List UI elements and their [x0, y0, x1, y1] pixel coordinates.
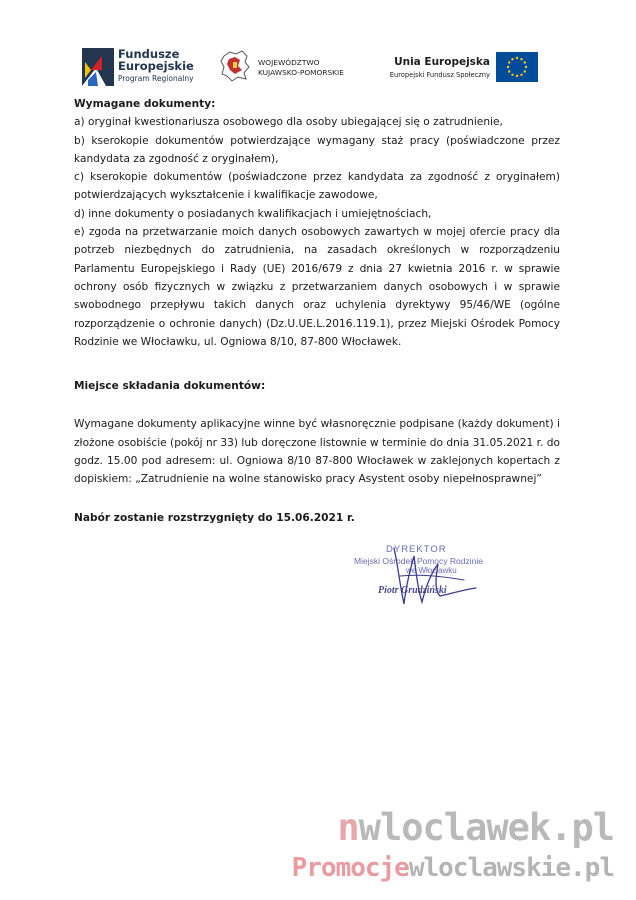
- eu-star-icon: [511, 58, 513, 60]
- eu-flag-icon: [496, 52, 538, 82]
- handwritten-signature-icon: [380, 546, 490, 608]
- eu-star-icon: [508, 70, 510, 72]
- document-item-b: b) kserokopie dokumentów potwierdzające wymagany staż pracy (poświadczone przez kandydata za zgodność z oryginałem),: [74, 134, 560, 165]
- eu-star-icon: [524, 61, 526, 63]
- eu-star-icon: [516, 57, 518, 59]
- eu-star-icon: [520, 58, 522, 60]
- stamp-title: DYREKTOR: [386, 544, 447, 555]
- fe-line3: Program Regionalny: [118, 74, 194, 83]
- eu-star-icon: [524, 70, 526, 72]
- submission-text: Wymagane dokumenty aplikacyjne winne być własnoręcznie podpisane (każdy dokument) i złożone osobiście (pokój nr 33) lub doręczone listownie w terminie do dnia 31.05.2021 r. do godz. 15.00 pod adresem: ul. Ogniowa 8/10 87-800 Włocławek w zaklejonych kopertach z dopiskiem: „Zatrudnienie na wolne stanowisko pracy Asystent osoby niepełnosprawnej”: [74, 418, 560, 486]
- fundusze-europejskie-logo: [82, 46, 202, 92]
- kp-line1: WOJEWÓDZTWO: [258, 58, 320, 67]
- watermark-promocjewloclawskie: Promocjewloclawskie.pl: [291, 853, 614, 883]
- stamp-director-name: Piotr Grudziński: [378, 585, 447, 596]
- document-item-e: e) zgoda na przetwarzanie moich danych osobowych zawartych w mojej ofercie pracy dla potrzeb niezbędnych do zatrudnienia, na zasadach określonych w rozporządzeniu Parlamentu Europejskiego i Rady (UE) 2016/679 z dnia 27 kwietnia 2016 r. w sprawie ochrony osób fizycznych w związku z przetwarzaniem danych osobowych i w sprawie swobodnego przepływu takich danych oraz uchylenia dyrektywy 95/46/WE (ogólne rozporządzenie o ochronie danych) (Dz.U.UE.L.2016.119.1), przez Miejski Ośrodek Pomocy Rodzinie we Włocławku, ul. Ogniowa 8/10, 87-800 Włocławek.: [74, 226, 560, 348]
- header-logos: [0, 40, 636, 96]
- resolution-date: Nabór zostanie rozstrzygnięty do 15.06.2021 r.: [74, 511, 355, 524]
- fe-line2: Europejskie: [118, 59, 194, 73]
- eu-star-icon: [507, 66, 509, 68]
- document-item-d: d) inne dokumenty o posiadanych kwalifikacjach i umiejętnościach,: [74, 207, 432, 220]
- unia-europejska-logo: [386, 50, 550, 90]
- stamp-organization: Miejski Ośrodek Pomocy Rodzinie: [354, 556, 483, 566]
- voivodeship-map-icon: [220, 50, 250, 82]
- eu-star-icon: [520, 74, 522, 76]
- director-stamp: [346, 544, 526, 614]
- fundusze-europejskie-emblem-icon: [82, 48, 114, 86]
- stamp-city: we Włocławku: [406, 566, 457, 575]
- required-documents-heading: Wymagane dokumenty:: [74, 98, 216, 110]
- document-body: [74, 95, 560, 527]
- eu-star-icon: [511, 74, 513, 76]
- document-item-a: a) oryginał kwestionariusza osobowego dla osoby ubiegającej się o zatrudnienie,: [74, 116, 503, 129]
- document-item-c: c) kserokopie dokumentów (poświadczone przez kandydata za zgodność z oryginałem) potwierdzających wykształcenie i kwalifikacje zawodowe,: [74, 171, 560, 202]
- eu-star-icon: [516, 75, 518, 77]
- submission-heading: Miejsce składania dokumentów:: [74, 380, 266, 393]
- kp-line2: KUJAWSKO-POMORSKIE: [258, 68, 344, 77]
- ue-line2: Europejski Fundusz Społeczny: [389, 71, 490, 79]
- eu-star-icon: [525, 66, 527, 68]
- kujawsko-pomorskie-logo: [220, 50, 370, 86]
- eu-star-icon: [508, 61, 510, 63]
- watermark-nwloclawek: nwloclawek.pl: [337, 806, 614, 849]
- fe-line1: Fundusze: [118, 47, 180, 61]
- ue-line1: Unia Europejska: [394, 56, 490, 68]
